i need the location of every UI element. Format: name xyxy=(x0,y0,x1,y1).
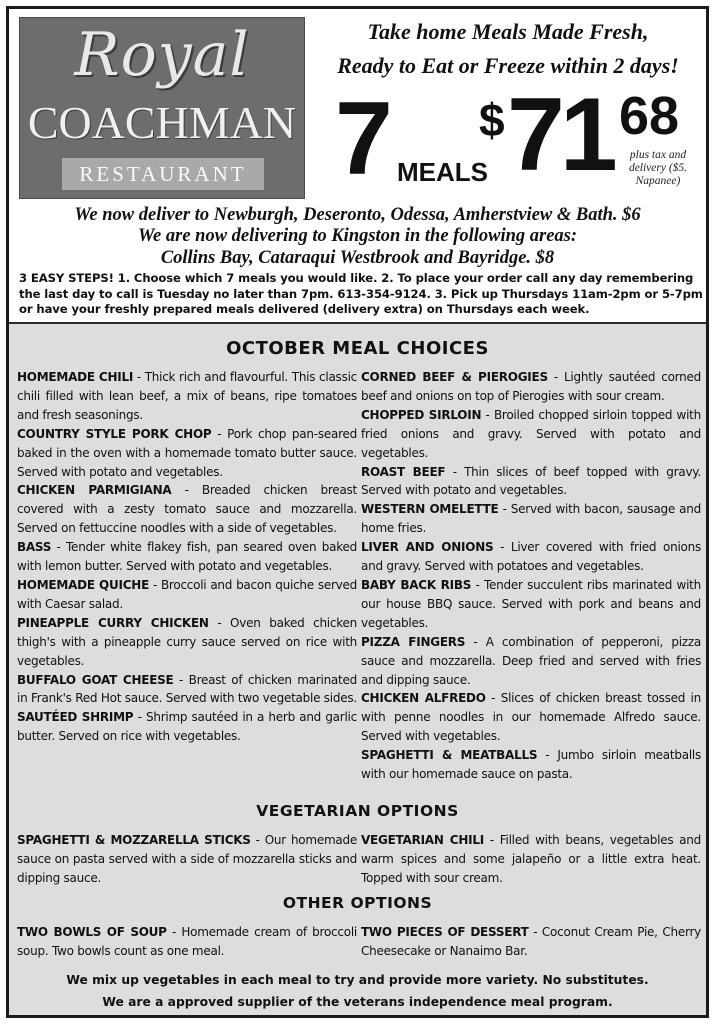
vegetarian-right-column xyxy=(361,831,701,888)
meal-item: BASS - Tender white flakey fish, pan seared oven baked with lemon butter. Served with potato and vegetables. xyxy=(17,540,357,574)
menu-flyer xyxy=(6,6,709,1018)
other-left-column xyxy=(17,923,357,961)
price-cents: 68 xyxy=(619,86,680,146)
meal-item: BUFFALO GOAT CHEESE - Breast of chicken marinated in Frank's Red Hot sauce. Served with two vegetable sides. xyxy=(17,672,357,706)
meal-item: CHICKEN ALFREDO - Slices of chicken breast tossed in with penne noodles in our homemade Alfredo sauce. Served with vegetables. xyxy=(361,691,701,744)
meals-label: MEALS xyxy=(397,157,488,187)
vegetarian-left-column xyxy=(17,831,357,888)
footer-note-veterans: We are a approved supplier of the veterans independence meal program. xyxy=(102,995,613,1009)
meal-item: CORNED BEEF & PIEROGIES - Lightly sautéed corned beef and onions on top of Pierogies with sour cream. xyxy=(361,370,701,403)
logo-coachman-wordmark: COACHMAN xyxy=(27,97,297,148)
easy-steps-instructions: 3 EASY STEPS! 1. Choose which 7 meals you would like. 2. To place your order call any day remembering the last day to call is Tuesday no later than 7pm. 613-354-9124. 3. Pick up Thursdays 11am-2pm or 5-7pm or have your freshly prepared meals delivered (delivery extra) on Thursdays each week. xyxy=(19,271,703,316)
tagline-ready: Ready to Eat or Freeze within 2 days! xyxy=(337,53,679,78)
other-options-title: OTHER OPTIONS xyxy=(282,894,433,912)
meal-choices-panel xyxy=(9,322,706,1015)
meal-item: VEGETARIAN CHILI - Filled with beans, vegetables and warm spices and some jalapeño or a little extra heat. Topped with sour cream. xyxy=(361,833,702,885)
meal-item: TWO BOWLS OF SOUP - Homemade cream of broccoli soup. Two bowls count as one meal. xyxy=(17,925,357,958)
delivery-areas-line-1: We now deliver to Newburgh, Deseronto, Odessa, Amherstview & Bath. $6 xyxy=(74,205,641,225)
meal-item: HOMEMADE QUICHE - Broccoli and bacon quiche served with Caesar salad. xyxy=(17,577,357,611)
logo-restaurant-banner: RESTAURANT xyxy=(62,158,264,190)
meal-item: LIVER AND ONIONS - Liver covered with fried onions and gravy. Served with potatoes and vegetables. xyxy=(361,540,701,574)
meal-item: HOMEMADE CHILI - Thick rich and flavourful. This classic chili filled with lean beef, a mix of beans, ripe tomatoes and fresh seasonings. xyxy=(17,370,357,422)
october-title: OCTOBER MEAL CHOICES xyxy=(226,338,489,359)
meal-item: SPAGHETTI & MEATBALLS - Jumbo sirloin meatballs with our homemade sauce on pasta. xyxy=(361,748,701,782)
meal-item: CHOPPED SIRLOIN - Broiled chopped sirloin topped with fried onions and gravy. Served with potato and vegetables. xyxy=(361,407,701,460)
tagline-fresh: Take home Meals Made Fresh, xyxy=(367,19,649,44)
meal-item: PINEAPPLE CURRY CHICKEN - Oven baked chicken thigh's with a pineapple curry sauce served on rice with vegetables. xyxy=(17,615,357,668)
footer-note-vegetables: We mix up vegetables in each meal to try and provide more variety. No substitutes. xyxy=(66,973,649,987)
meal-item: BABY BACK RIBS - Tender succulent ribs marinated with our house BBQ sauce. Served with pork and beans and vegetables. xyxy=(361,577,701,630)
delivery-areas-line-3: Collins Bay, Cataraqui Westbrook and Bayridge. $8 xyxy=(160,248,555,268)
price-dollars: 71 xyxy=(507,77,613,193)
meal-item: SPAGHETTI & MOZZARELLA STICKS - Our homemade sauce on pasta served with a side of mozzarella sticks and dipping sauce. xyxy=(17,833,358,885)
restaurant-logo xyxy=(19,17,305,199)
meal-item: TWO PIECES OF DESSERT - Coconut Cream Pie, Cherry Cheesecake or Nanaimo Bar. xyxy=(361,925,701,958)
meal-item: CHICKEN PARMIGIANA - Breaded chicken breast covered with a zesty tomato sauce and mozzarella. Served on fettuccine noodles with a side of vegetables. xyxy=(17,483,358,536)
meal-item: PIZZA FINGERS - A combination of pepperoni, pizza sauce and mozzarella. Deep fried and served with fries and dipping sauce. xyxy=(361,634,701,687)
meal-item: COUNTRY STYLE PORK CHOP - Pork chop pan-seared baked in the oven with a homemade tomato butter sauce. Served with potato and vegetables. xyxy=(17,426,358,479)
meal-item: SAUTÉED SHRIMP - Shrimp sautéed in a herb and garlic butter. Served on rice with vegetables. xyxy=(17,710,357,744)
meal-item: WESTERN OMELETTE - Served with bacon, sausage and home fries. xyxy=(361,502,701,536)
meal-item: ROAST BEEF - Thin slices of beef topped with gravy. Served with potato and vegetables. xyxy=(361,464,701,498)
logo-royal-script: Royal xyxy=(74,20,250,90)
tax-delivery-note: plus tax and delivery ($5. Napanee) xyxy=(628,149,688,187)
vegetarian-title: VEGETARIAN OPTIONS xyxy=(256,802,459,820)
october-left-column xyxy=(17,368,357,746)
delivery-areas-line-2: We are now delivering to Kingston in the following areas: xyxy=(137,226,578,246)
meal-count: 7 xyxy=(335,81,389,197)
october-right-column xyxy=(361,368,701,784)
other-right-column xyxy=(361,923,701,961)
dollar-sign: $ xyxy=(479,94,505,146)
